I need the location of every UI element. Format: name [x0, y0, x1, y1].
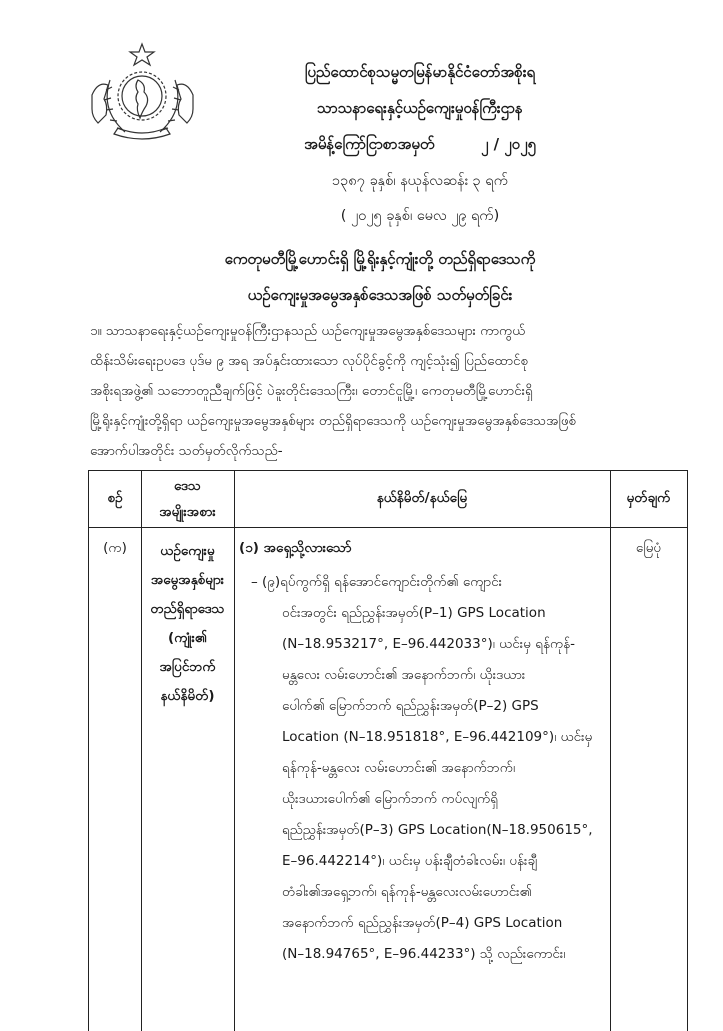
boundary-line: ပေါက်၏ မြောက်ဘက် ရည်ညွှန်းအမှတ်(P–2) GPS	[282, 698, 539, 714]
boundary-line: မန္တလေး လမ်းဟောင်း၏ အနောက်ဘက်၊ ယိုးဒယား	[282, 667, 526, 683]
header-area-type	[141, 477, 234, 523]
row-seq: (က)	[103, 540, 127, 556]
boundary-line: ရည်ညွှန်းအမှတ်(P–3) GPS Location(N–18.950615°,	[282, 822, 593, 838]
paragraph-line: အစိုးရအဖွဲ့၏ သဘောတူညီချက်ဖြင့် ပဲခူးတိုင်းဒေသကြီး၊ တောင်ငူမြို့၊ ကေတုမတီမြို့ဟောင်းရှိ	[90, 383, 533, 399]
area-type-line: (ကျုံး၏	[168, 630, 207, 646]
boundary-line: (N–18.953217°, E–96.442033°)၊ ယင်းမှ ရန်ကုန်-	[282, 636, 576, 652]
paragraph-line: ထိန်းသိမ်းရေးဥပဒေ ပုဒ်မ ၉ အရ အပ်နှင်းထားသော လုပ်ပိုင်ခွင့်ကို ကျင့်သုံး၍ ပြည်ထောင်စု	[90, 353, 529, 369]
header-remark: မှတ်ချက်	[626, 490, 671, 506]
boundary-line: (N–18.94765°, E–96.44233°) သို့ လည်းကောင်း၊	[282, 946, 566, 962]
boundary-line: Location (N–18.951818°, E–96.442109°)၊ ယင်းမှ	[282, 729, 593, 745]
state-seal-icon	[80, 40, 205, 140]
boundary-line: – (၉)ရပ်ကွက်ရှိ ရန်အောင်ကျောင်းတိုက်၏ ကျောင်း	[251, 574, 503, 590]
ministry-name: သာသနာရေးနှင့်ယဉ်ကျေးမှုဝန်ကြီးဌာန	[317, 99, 523, 117]
paragraph-line: ၁။ သာသနာရေးနှင့်ယဉ်ကျေးမှုဝန်ကြီးဌာနသည် ယဉ်ကျေးမှုအမွေအနှစ်ဒေသများ ကာကွယ်	[90, 323, 526, 339]
area-type-line: တည်ရှိရာဒေသ	[150, 601, 225, 617]
document-title-line-1: ကေတုမတီမြို့ဟောင်းရှိ မြို့ရိုးနှင့်ကျုံးတို့ တည်ရှိရာဒေသကို	[224, 250, 536, 268]
notification-num-value: ၂ / ၂၀၂၅	[481, 135, 536, 153]
myanmar-date: ၁၃၈၇ ခုနှစ်၊ နယုန်လဆန်း ၃ ရက်	[332, 173, 508, 189]
header-area-type-line-1: ဒေသ	[174, 478, 201, 494]
table-divider	[89, 527, 687, 528]
boundary-line: E–96.442214°)၊ ယင်းမှ ပန်းချီတံခါးလမ်း၊ ပန်းချီ	[282, 853, 538, 869]
area-type-line: နယ်နိမိတ်)	[160, 688, 215, 704]
header-boundary: နယ်နိမိတ်/နယ်မြေ	[376, 490, 468, 506]
table-divider	[234, 471, 235, 1031]
header-area-type-line-2: အမျိုးအစား	[159, 504, 216, 520]
boundary-line: ယိုးဒယားပေါက်၏ မြောက်ဘက် ကပ်လျက်ရှိ	[282, 791, 499, 807]
area-type-line: အမွေအနှစ်များ	[150, 572, 225, 588]
area-type-line: ယဉ်ကျေးမှု	[160, 543, 215, 559]
boundary-line: အနောက်ဘက် ရည်ညွှန်းအမှတ်(P–4) GPS Location	[282, 915, 563, 931]
document-title-line-2: ယဉ်ကျေးမှုအမွေအနှစ်ဒေသအဖြစ် သတ်မှတ်ခြင်း	[247, 286, 513, 304]
notification-label: အမိန့်ကြော်ငြာစာအမှတ်	[304, 135, 435, 153]
boundary-heading: (၁) အရှေ့သို့လားသော်	[239, 540, 352, 556]
boundary-line: ဝင်းအတွင်း ရည်ညွှန်းအမှတ်(P–1) GPS Location	[282, 605, 546, 621]
boundary-line: ရန်ကုန်-မန္တလေး လမ်းဟောင်း၏ အနောက်ဘက်၊	[282, 760, 516, 776]
boundary-table	[88, 470, 688, 1031]
row-area-type	[141, 537, 234, 711]
paragraph-line: မြို့ရိုးနှင့်ကျုံးတို့ရှိရာ ယဉ်ကျေးမှုအမွေအနှစ်များ တည်ရှိရာဒေသကို ယဉ်ကျေးမှုအမွေအနှစ်ဒေသအဖြစ်	[90, 413, 577, 429]
boundary-line: တံခါး၏အရှေ့ဘက်၊ ရန်ကုန်-မန္တလေးလမ်းဟောင်း၏	[282, 884, 532, 900]
row-remark: မြေပုံ	[635, 540, 662, 556]
notification-number	[180, 135, 660, 157]
government-name: ပြည်ထောင်စုသမ္မတမြန်မာနိုင်ငံတော်အစိုးရ	[304, 63, 536, 81]
gregorian-date: ( ၂၀၂၅ ခုနှစ်၊ မေလ ၂၉ ရက်)	[340, 208, 500, 224]
paragraph-line: အောက်ပါအတိုင်း သတ်မှတ်လိုက်သည်-	[90, 443, 283, 459]
area-type-line: အပြင်ဘက်	[159, 659, 216, 675]
header-seq: စဉ်	[107, 490, 123, 506]
